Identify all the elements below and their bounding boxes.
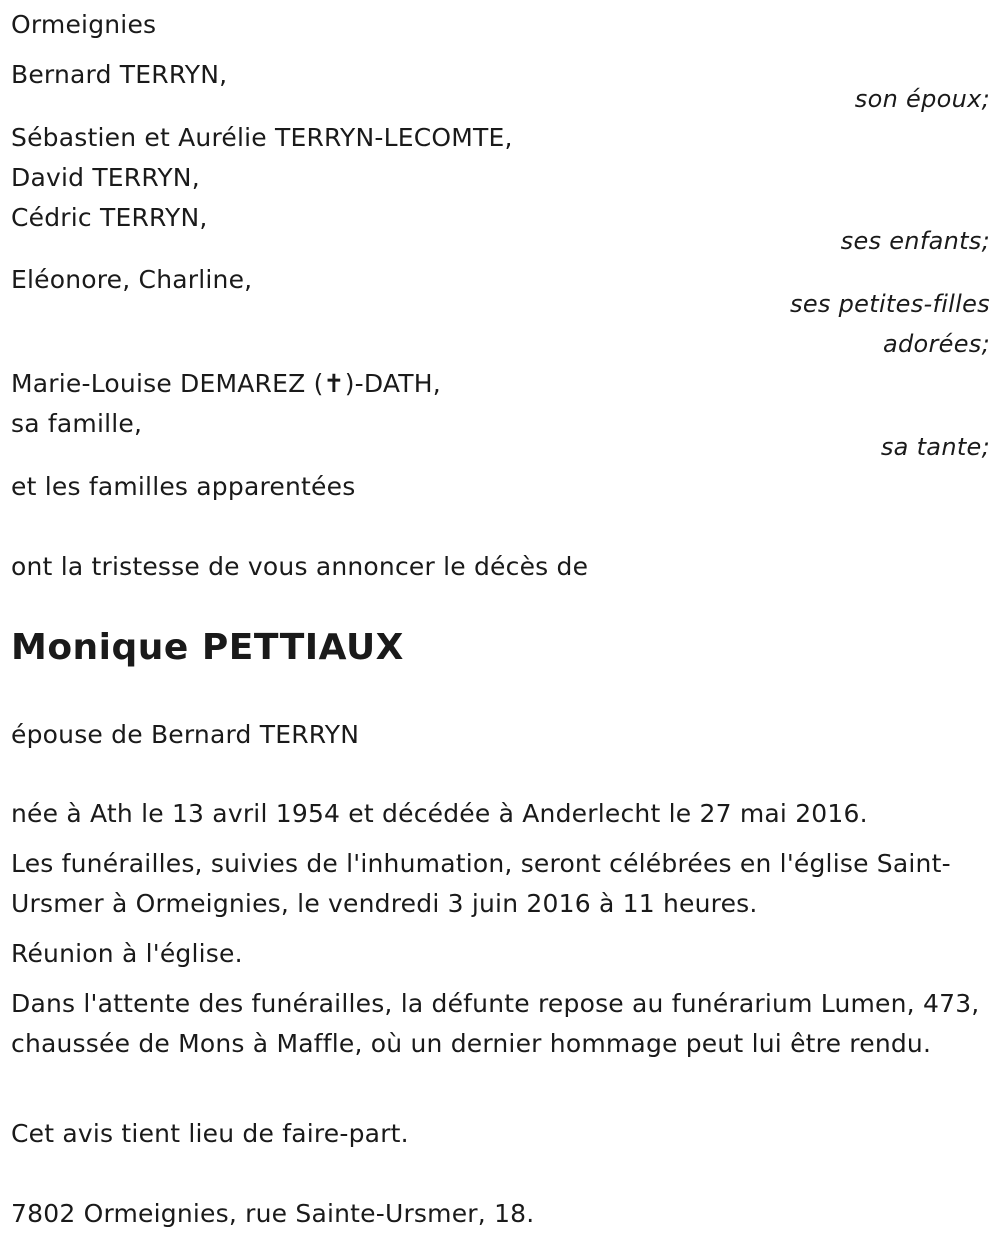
spouse-of-line: épouse de Bernard TERRYN bbox=[11, 720, 360, 749]
grandchildren-role-continued: adorées; bbox=[882, 330, 990, 358]
child-name: David TERRYN, bbox=[11, 163, 200, 192]
aunt-name: Marie-Louise DEMAREZ (✝)-DATH, bbox=[11, 369, 441, 398]
children-role: ses enfants; bbox=[840, 227, 990, 255]
repose-paragraph: Dans l'attente des funérailles, la défunte repose au funérarium Lumen, 473, chaussée de Mons à Maffle, où un dernier hommage peut lui être rendu. bbox=[11, 989, 980, 1058]
child-name: Sébastien et Aurélie TERRYN-LECOMTE, bbox=[11, 123, 513, 152]
place-header: Ormeignies bbox=[11, 10, 157, 39]
husband-name: Bernard TERRYN, bbox=[11, 60, 228, 89]
birth-death-line: née à Ath le 13 avril 1954 et décédée à Anderlecht le 27 mai 2016. bbox=[11, 799, 868, 828]
notice-line: Cet avis tient lieu de faire-part. bbox=[11, 1119, 409, 1148]
aunt-family: sa famille, bbox=[11, 409, 143, 438]
husband-role: son époux; bbox=[854, 85, 990, 113]
relatives-line: et les familles apparentées bbox=[11, 472, 356, 501]
funeral-paragraph: Les funérailles, suivies de l'inhumation, seront célébrées en l'église Saint-Ursmer à Ormeignies, le vendredi 3 juin 2016 à 11 heures. bbox=[11, 849, 951, 918]
aunt-role: sa tante; bbox=[880, 433, 990, 461]
address-line: 7802 Ormeignies, rue Sainte-Ursmer, 18. bbox=[11, 1199, 535, 1228]
deceased-name: Monique PETTIAUX bbox=[11, 627, 404, 668]
grandchildren-role: ses petites-filles bbox=[790, 290, 990, 318]
meeting-line: Réunion à l'église. bbox=[11, 939, 243, 968]
announcement-intro: ont la tristesse de vous annoncer le décès de bbox=[11, 552, 589, 581]
child-name: Cédric TERRYN, bbox=[11, 203, 208, 232]
grandchildren-names: Eléonore, Charline, bbox=[11, 265, 253, 294]
